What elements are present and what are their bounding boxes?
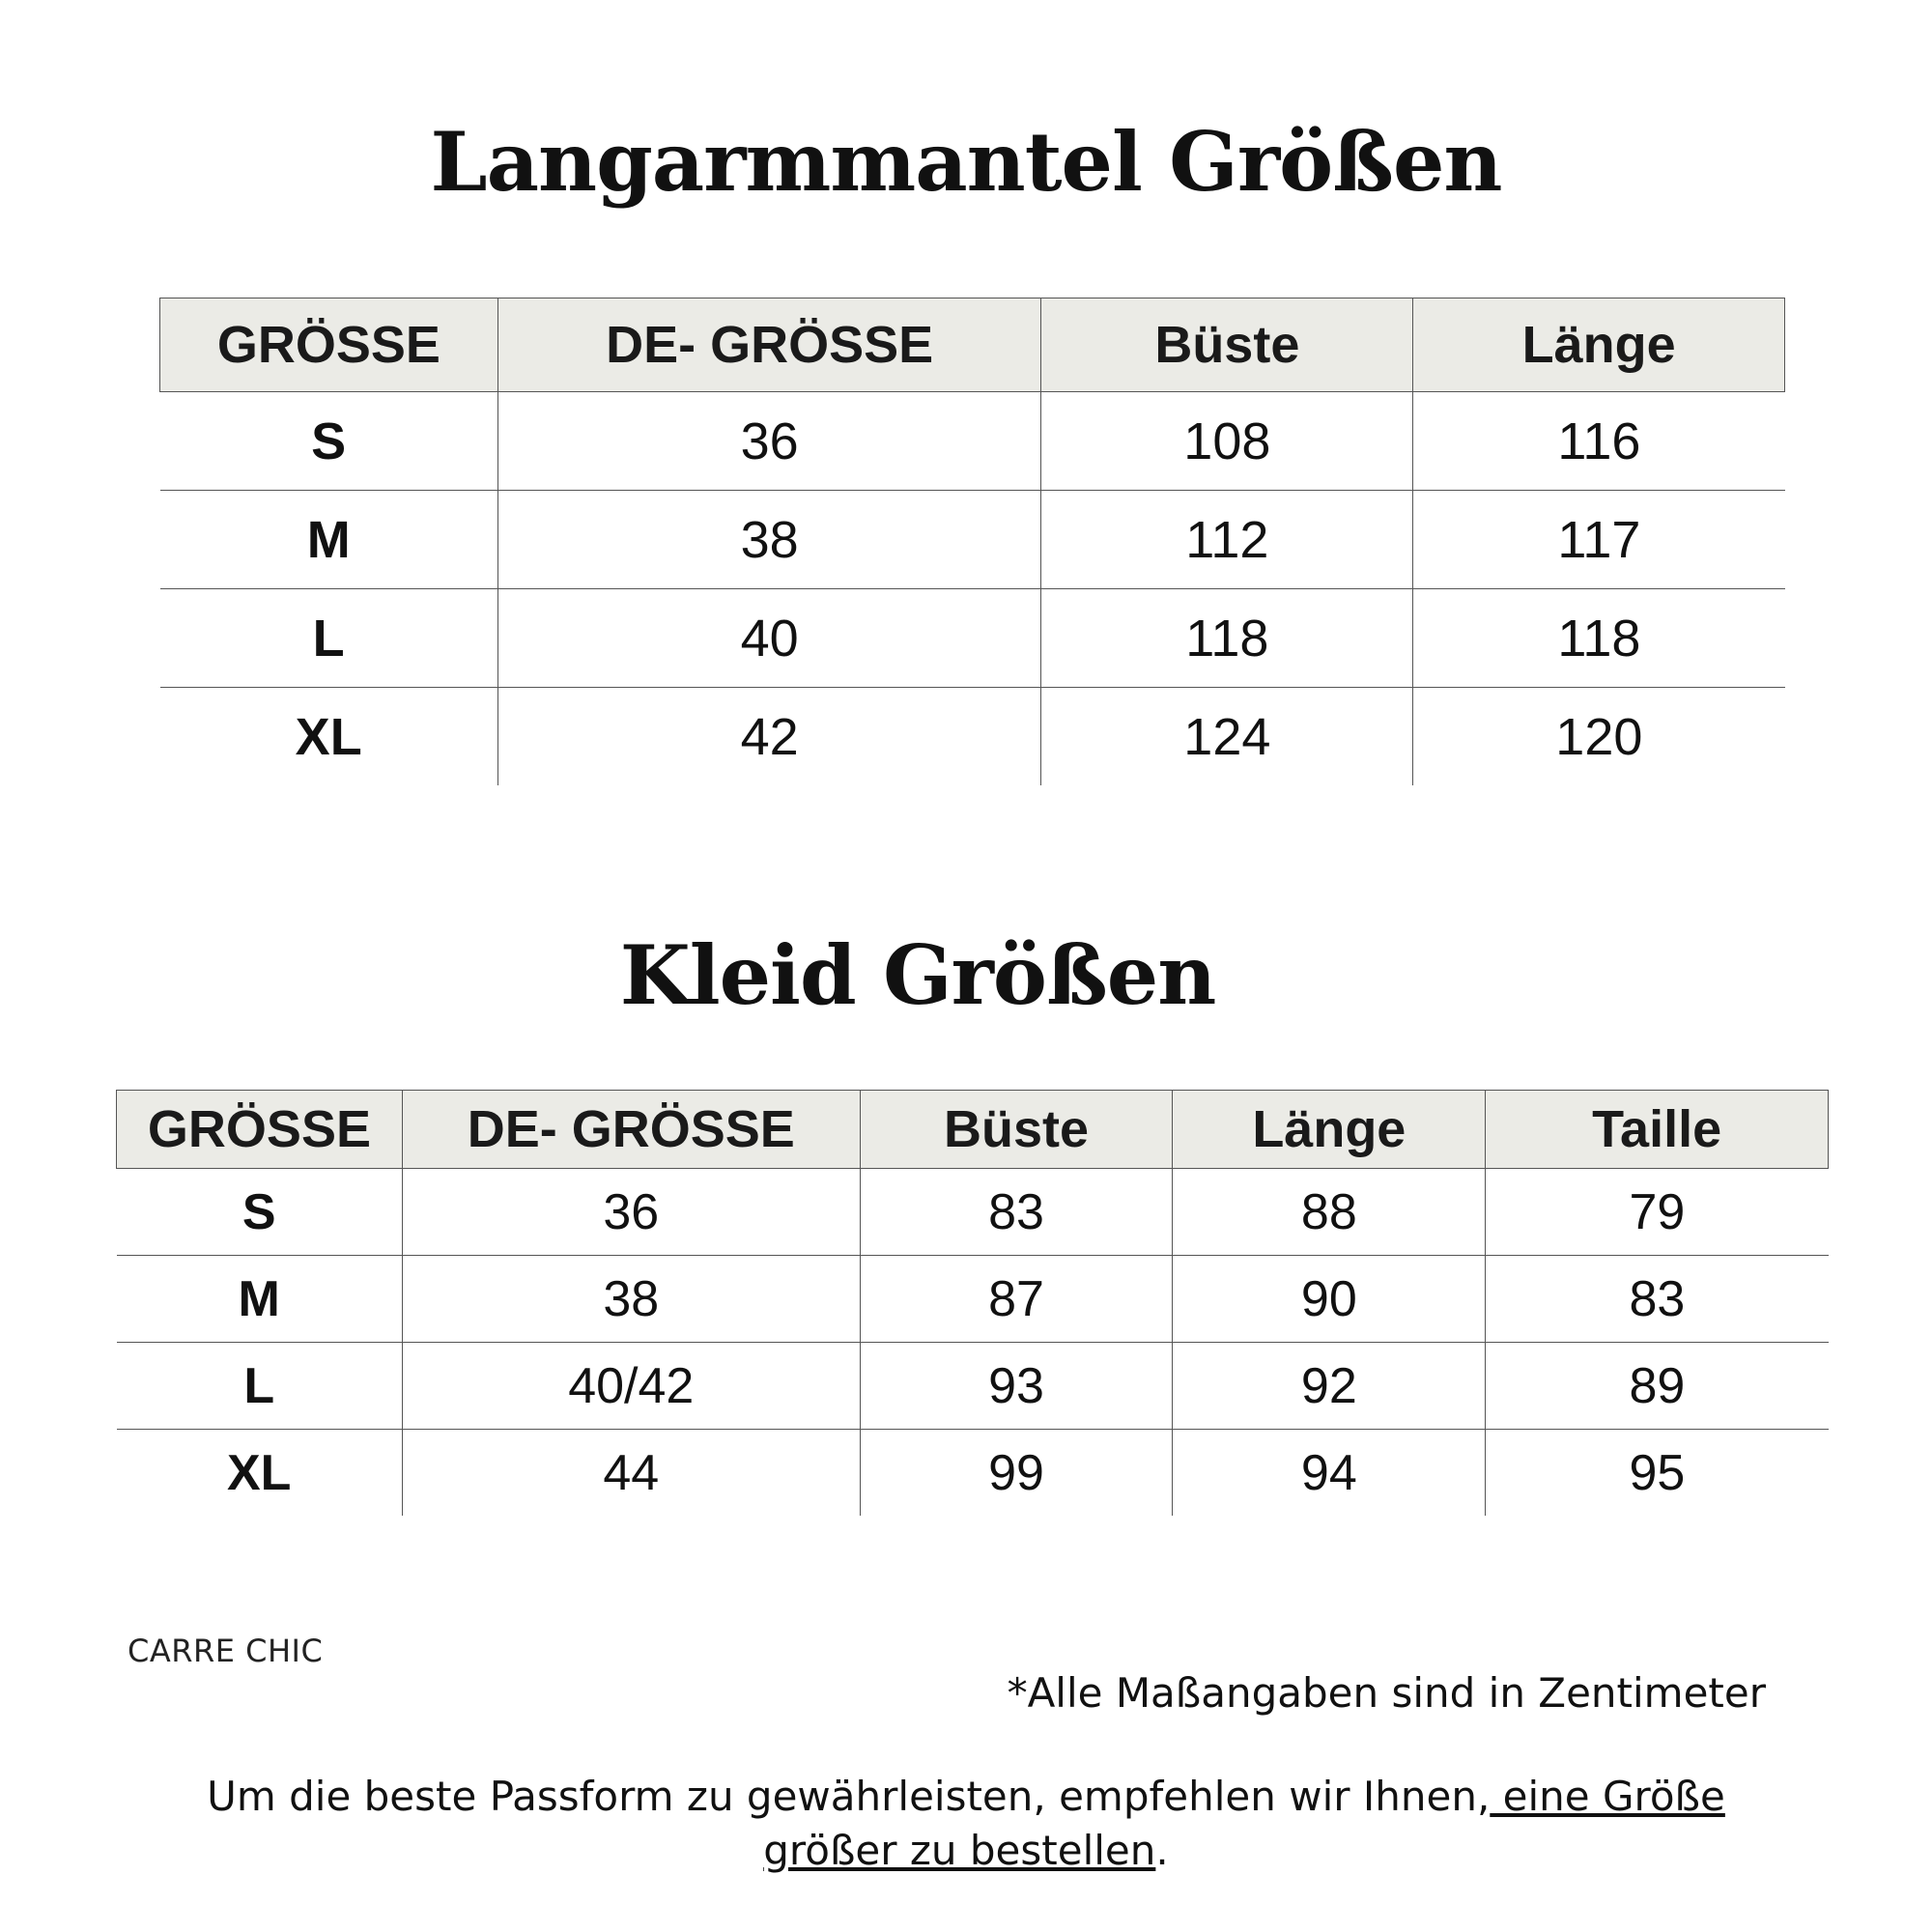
column-header-length: Länge <box>1413 298 1785 392</box>
de-size-cell: 38 <box>497 491 1041 589</box>
coat-size-title: Langarmmantel Größen <box>430 114 1502 210</box>
unit-note: *Alle Maßangaben sind in Zentimeter <box>1007 1669 1766 1717</box>
table-row <box>117 1256 1829 1343</box>
size-up-recommendation: eine Größe größer zu bestellen <box>763 1773 1725 1874</box>
table-header-row <box>160 298 1785 392</box>
column-header-waist: Taille <box>1486 1091 1829 1169</box>
length-cell: 92 <box>1173 1343 1486 1430</box>
dress-size-title: Kleid Größen <box>619 927 1216 1023</box>
bust-cell: 118 <box>1041 589 1413 688</box>
waist-cell: 89 <box>1486 1343 1829 1430</box>
length-cell: 88 <box>1173 1169 1486 1256</box>
column-header-bust: Büste <box>860 1091 1173 1169</box>
column-header-de-size: DE- GRÖSSE <box>402 1091 860 1169</box>
de-size-cell: 36 <box>497 392 1041 491</box>
fit-advice-period: . <box>1155 1827 1169 1874</box>
bust-cell: 83 <box>860 1169 1173 1256</box>
de-size-cell: 36 <box>402 1169 860 1256</box>
column-header-de-size: DE- GRÖSSE <box>497 298 1041 392</box>
waist-cell: 83 <box>1486 1256 1829 1343</box>
de-size-cell: 40 <box>497 589 1041 688</box>
table-header-row <box>117 1091 1829 1169</box>
length-cell: 118 <box>1413 589 1785 688</box>
bust-cell: 112 <box>1041 491 1413 589</box>
size-cell: M <box>160 491 498 589</box>
coat-size-table <box>159 298 1785 785</box>
waist-cell: 95 <box>1486 1430 1829 1517</box>
size-cell: XL <box>226 1444 292 1501</box>
size-cell: M <box>117 1256 403 1343</box>
length-cell: 90 <box>1173 1256 1486 1343</box>
table-row <box>160 491 1785 589</box>
bust-cell: 124 <box>1041 688 1413 786</box>
size-cell: S <box>160 392 498 491</box>
fit-advice-text: Um die beste Passform zu gewährleisten, empfehlen wir Ihnen, <box>207 1773 1491 1820</box>
de-size-cell: 40/42 <box>402 1343 860 1430</box>
column-header-length: Länge <box>1173 1091 1486 1169</box>
size-cell: L <box>160 589 498 688</box>
length-cell: 94 <box>1173 1430 1486 1517</box>
table-row <box>117 1169 1829 1256</box>
table-row <box>160 392 1785 491</box>
size-cell: S <box>117 1169 403 1256</box>
column-header-size: GRÖSSE <box>160 298 498 392</box>
de-size-cell: 38 <box>402 1256 860 1343</box>
table-row <box>117 1430 1829 1517</box>
table-row <box>160 688 1785 786</box>
length-cell: 117 <box>1413 491 1785 589</box>
length-cell: 116 <box>1413 392 1785 491</box>
bust-cell: 108 <box>1041 392 1413 491</box>
fit-advice <box>145 1770 1787 1878</box>
size-cell: L <box>117 1343 403 1430</box>
size-cell: XL <box>295 707 362 766</box>
bust-cell: 99 <box>860 1430 1173 1517</box>
dress-size-table <box>116 1090 1829 1516</box>
de-size-cell: 44 <box>402 1430 860 1517</box>
bust-cell: 87 <box>860 1256 1173 1343</box>
brand-label: CARRE CHIC <box>128 1633 324 1669</box>
column-header-bust: Büste <box>1041 298 1413 392</box>
table-row <box>117 1343 1829 1430</box>
column-header-size: GRÖSSE <box>117 1091 403 1169</box>
table-row <box>160 589 1785 688</box>
bust-cell: 93 <box>860 1343 1173 1430</box>
length-cell: 120 <box>1413 688 1785 786</box>
waist-cell: 79 <box>1486 1169 1829 1256</box>
de-size-cell: 42 <box>497 688 1041 786</box>
